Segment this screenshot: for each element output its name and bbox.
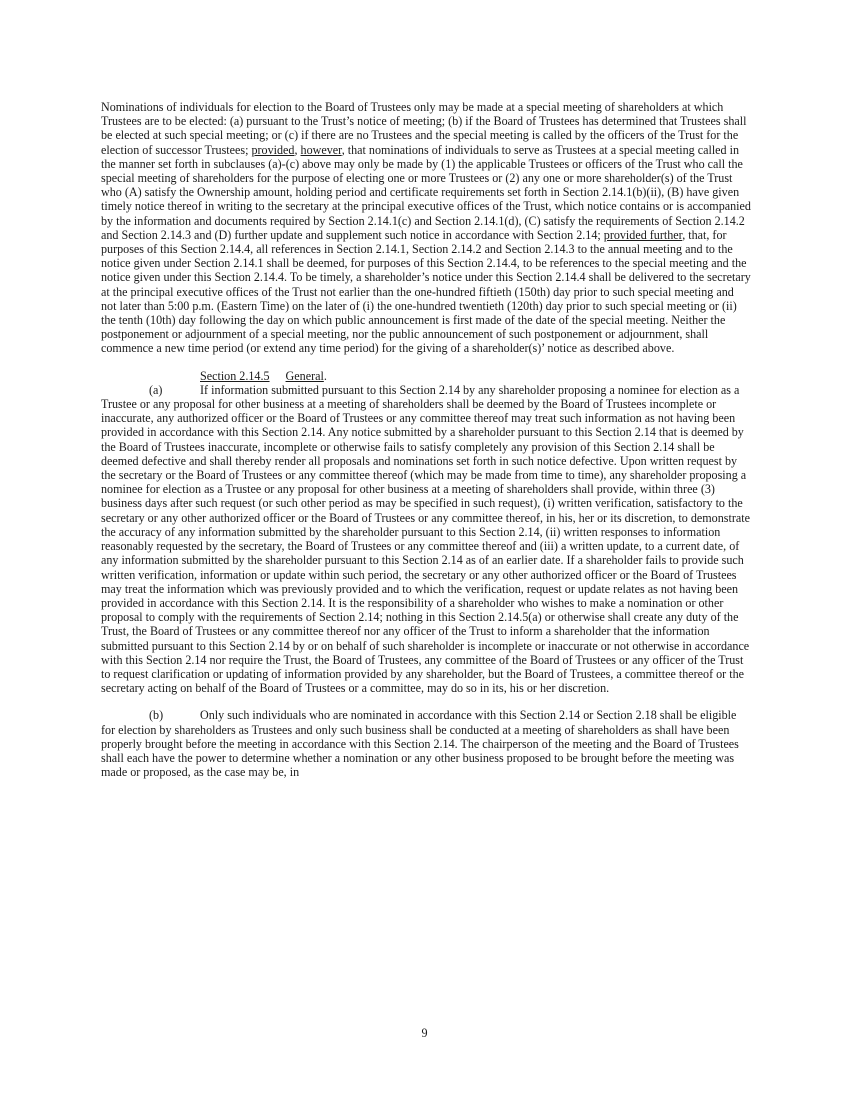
paragraph-text: , that, for purposes of this Section 2.14.4, all references in Section 2.14.1, Section 2.14.2 and Section 2.14.3 to the annual meeting and to the notice given under Section 2.14.1 shall be deemed, for purposes of this Section 2.14.4, to be references to the special meeting and the notice given under this Section 2.14.4. To be timely, a shareholder’s notice under this Section 2.14.4 shall be delivered to the secretary at the principal executive offices of the Trust not earlier than the one-hundred fiftieth (150th) day prior to such special meeting and not later than 5:00 p.m. (Eastern Time) on the later of (i) the one-hundred twentieth (120th) day prior to such special meeting or (ii) the tenth (10th) day following the day on which public announcement is first made of the date of the special meeting. Neither the postponement or adjournment of a special meeting, nor the public announcement of such postponement or adjournment, shall commence a new time period (or extend any time period) for the giving of a shareholder(s)’ notice as described above. <box>101 227 751 356</box>
paragraph-text: , <box>294 142 301 157</box>
section-title-period: . <box>323 368 327 383</box>
paragraph-b <box>101 708 751 779</box>
paragraph-b-text: Only such individuals who are nominated in accordance with this Section 2.14 or Section 2.18 shall be eligible for election by shareholders as Trustees and only such business shall be conducted at a meeting of shareholders as shall have been properly brought before the meeting in accordance with this Section 2.14. The chairperson of the meeting and the Board of Trustees shall each have the power to determine whether a nomination or any other business proposed to be brought before the meeting was made or proposed, as the case may be, in <box>101 708 739 780</box>
however-term: however <box>300 142 342 157</box>
document-body <box>101 100 751 779</box>
paragraph-text: Nominations of individuals for election to the Board of Trustees only may be made at a special meeting of shareholders at which Trustees are to be elected: (a) pursuant to the Trust’s notice of meeting; (b) if the Board of Trustees has determined that Trustees shall be elected at such special meeting; or (c) if there are no Trustees and the special meeting is called by the officers of the Trust for the election of successor Trustees; <box>101 100 747 157</box>
section-title: General <box>285 368 324 383</box>
paragraph-a <box>101 383 751 695</box>
paragraph-b-label: (b) <box>149 708 164 723</box>
page-number: 9 <box>421 1026 428 1040</box>
section-number: Section 2.14.5 <box>200 368 270 383</box>
provided-further-term: provided further <box>603 227 683 242</box>
paragraph-text: , that nominations of individuals to serve as Trustees at a special meeting called in the manner set forth in subclauses (a)-(c) above may only be made by (1) the applicable Trustees or officers of the Trust who call the special meeting of shareholders for the purpose of electing one or more Trustees or (2) any one or more shareholder(s) of the Trust who (A) satisfy the Ownership amount, holding period and certificate requirements set forth in Section 2.14.1(b)(ii), (B) have given timely notice thereof in writing to the secretary at the principal executive offices of the Trust, which notice contains or is accompanied by the information and documents required by Section 2.14.1(c) and Section 2.14.1(d), (C) satisfy the requirements of Section 2.14.2 and Section 2.14.3 and (D) further update and supplement such notice in accordance with Section 2.14; <box>101 142 751 242</box>
paragraph-special-meeting-nominations <box>101 100 751 356</box>
provided-term: provided <box>251 142 295 157</box>
paragraph-a-text: If information submitted pursuant to this Section 2.14 by any shareholder proposing a nominee for election as a Trustee or any proposal for other business at a meeting of shareholders shall be deemed by the Board of Trustees incomplete or inaccurate, any authorized officer or the Board of Trustees or any committee thereof may treat such information as not having been provided in accordance with this Section 2.14. Any notice submitted by a shareholder pursuant to this Section 2.14 that is deemed by the Board of Trustees inaccurate, incomplete or otherwise fails to satisfy completely any provision of this Section 2.14 shall be deemed defective and shall thereby render all proposals and nominations set forth in such notice defective. Upon written request by the secretary or the Board of Trustees or any committee thereof (which may be made from time to time), any shareholder proposing a nominee for election as a Trustee or any proposal for other business at a meeting of shareholders shall provide, within three (3) business days after such request (or such other period as may be specified in such request), (i) written verification, satisfactory to the secretary or any other authorized officer or the Board of Trustees or any committee thereof, in his, her or its discretion, to demonstrate the accuracy of any information submitted by the shareholder pursuant to this Section 2.14, (ii) written responses to information reasonably requested by the secretary, the Board of Trustees or any committee thereof and (iii) a written update, to a current date, of any information submitted by the shareholder pursuant to this Section 2.14 as of an earlier date. If a shareholder fails to provide such written verification, information or update within such period, the secretary or any other authorized officer or the Board of Trustees may treat the information which was previously provided and to which the verification, request or update relates as not having been provided in accordance with this Section 2.14. It is the responsibility of a shareholder who wishes to make a nomination or other proposal to comply with the requirements of Section 2.14; nothing in this Section 2.14.5(a) or otherwise shall create any duty of the Trust, the Board of Trustees or any committee thereof nor any officer of the Trust to inform a shareholder that the information submitted pursuant to this Section 2.14 by or on behalf of such shareholder is incomplete or inaccurate or not otherwise in accordance with this Section 2.14 nor require the Trust, the Board of Trustees, any committee of the Board of Trustees or any officer of the Trust to request clarification or updating of information provided by any shareholder, but the Board of Trustees, a committee thereof or the secretary acting on behalf of the Board of Trustees or a committee, may do so in its, his or her discretion. <box>101 382 750 696</box>
section-heading <box>101 369 751 383</box>
paragraph-a-label: (a) <box>149 382 163 397</box>
